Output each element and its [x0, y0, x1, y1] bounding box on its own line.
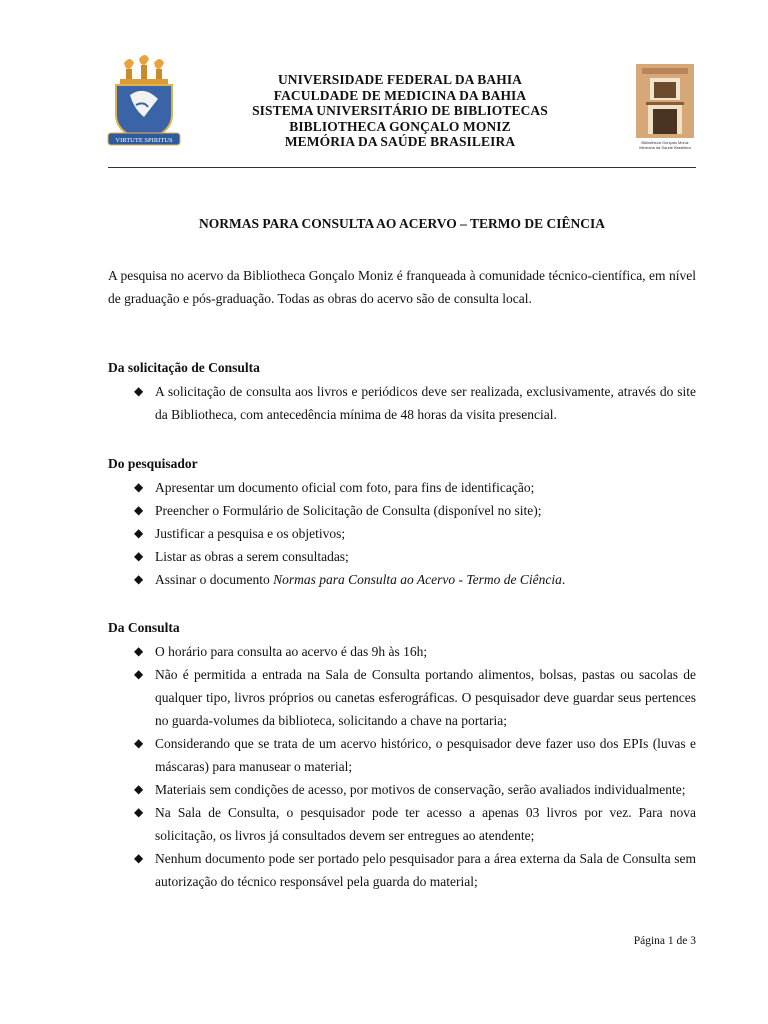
- diamond-bullet-icon: ◆: [134, 667, 144, 681]
- list-pesquisador: [108, 476, 696, 591]
- diamond-bullet-icon: ◆: [134, 384, 144, 398]
- list-item: ◆ Materiais sem condições de acesso, por motivos de conservação, serão avaliados individualmente;: [108, 778, 696, 801]
- section-title-solicitacao: Da solicitação de Consulta: [108, 360, 260, 375]
- library-building-photo: [636, 64, 694, 150]
- document-title: NORMAS PARA CONSULTA AO ACERVO – TERMO DE CIÊNCIA: [198, 216, 606, 231]
- list-item: ◆ Considerando que se trata de um acervo histórico, o pesquisador deve fazer uso dos EPIs (luvas e máscaras) para manusear o material;: [108, 732, 696, 778]
- list-item: ◆ Listar as obras a serem consultadas;: [108, 545, 696, 568]
- diamond-bullet-icon: ◆: [134, 480, 144, 494]
- diamond-bullet-icon: ◆: [134, 782, 144, 796]
- ufba-logo: [106, 55, 182, 153]
- section-title-consulta: Da Consulta: [108, 620, 180, 635]
- list-item: ◆ Assinar o documento Normas para Consulta ao Acervo - Termo de Ciência.: [108, 568, 696, 591]
- list-consulta: [108, 640, 696, 893]
- list-item: ◆ Não é permitida a entrada na Sala de Consulta portando alimentos, bolsas, pastas ou sacolas de qualquer tipo, livros próprios ou canetas esferográficas. O pesquisador deve guardar seus pertences no guarda-volumes da biblioteca, solicitando a chave na portaria;: [108, 663, 696, 732]
- diamond-bullet-icon: ◆: [134, 644, 144, 658]
- list-item: ◆ O horário para consulta ao acervo é das 9h às 16h;: [108, 640, 696, 663]
- diamond-bullet-icon: ◆: [134, 805, 144, 819]
- list-item: ◆ A solicitação de consulta aos livros e periódicos deve ser realizada, exclusivamente, através do site da Bibliotheca, com antecedência mínima de 48 horas da visita presencial.: [108, 380, 696, 426]
- header-divider: [108, 167, 696, 168]
- diamond-bullet-icon: ◆: [134, 851, 144, 865]
- header-line: MEMÓRIA DA SAÚDE BRASILEIRA: [284, 134, 516, 149]
- list-item: ◆ Na Sala de Consulta, o pesquisador pode ter acesso a apenas 03 livros por vez. Para nova solicitação, os livros já consultados devem ser entregues ao atendente;: [108, 801, 696, 847]
- logo-motto: VIRTUTE SPIRITUS: [115, 137, 173, 144]
- diamond-bullet-icon: ◆: [134, 572, 144, 586]
- header-line: FACULDADE DE MEDICINA DA BAHIA: [273, 87, 527, 103]
- list-solicitacao: [108, 380, 696, 426]
- page-number: Página 1 de 3: [633, 935, 696, 947]
- diamond-bullet-icon: ◆: [134, 503, 144, 517]
- intro-paragraph: A pesquisa no acervo da Bibliotheca Gonçalo Moniz é franqueada à comunidade técnico-científica, em nível de graduação e pós-graduação. Todas as obras do acervo são de consulta local.: [108, 268, 696, 306]
- list-item: ◆ Apresentar um documento oficial com foto, para fins de identificação;: [108, 476, 696, 499]
- header-line: BIBLIOTHECA GONÇALO MONIZ: [289, 118, 511, 134]
- list-item: ◆ Justificar a pesquisa e os objetivos;: [108, 522, 696, 545]
- diamond-bullet-icon: ◆: [134, 549, 144, 563]
- list-item: ◆ Nenhum documento pode ser portado pelo pesquisador para a área externa da Sala de Consulta sem autorização do técnico responsável pela guarda do material;: [108, 847, 696, 893]
- list-item: ◆ Preencher o Formulário de Solicitação de Consulta (disponível no site);: [108, 499, 696, 522]
- document-header: [180, 72, 620, 150]
- section-title-pesquisador: Do pesquisador: [108, 456, 198, 471]
- header-line: SISTEMA UNIVERSITÁRIO DE BIBLIOTECAS: [252, 103, 548, 118]
- header-line: UNIVERSIDADE FEDERAL DA BAHIA: [277, 72, 523, 87]
- photo-caption: Bibliotheca Gonçalo Moniz Memória da Saúde Brasileira: [639, 140, 691, 150]
- diamond-bullet-icon: ◆: [134, 736, 144, 750]
- diamond-bullet-icon: ◆: [134, 526, 144, 540]
